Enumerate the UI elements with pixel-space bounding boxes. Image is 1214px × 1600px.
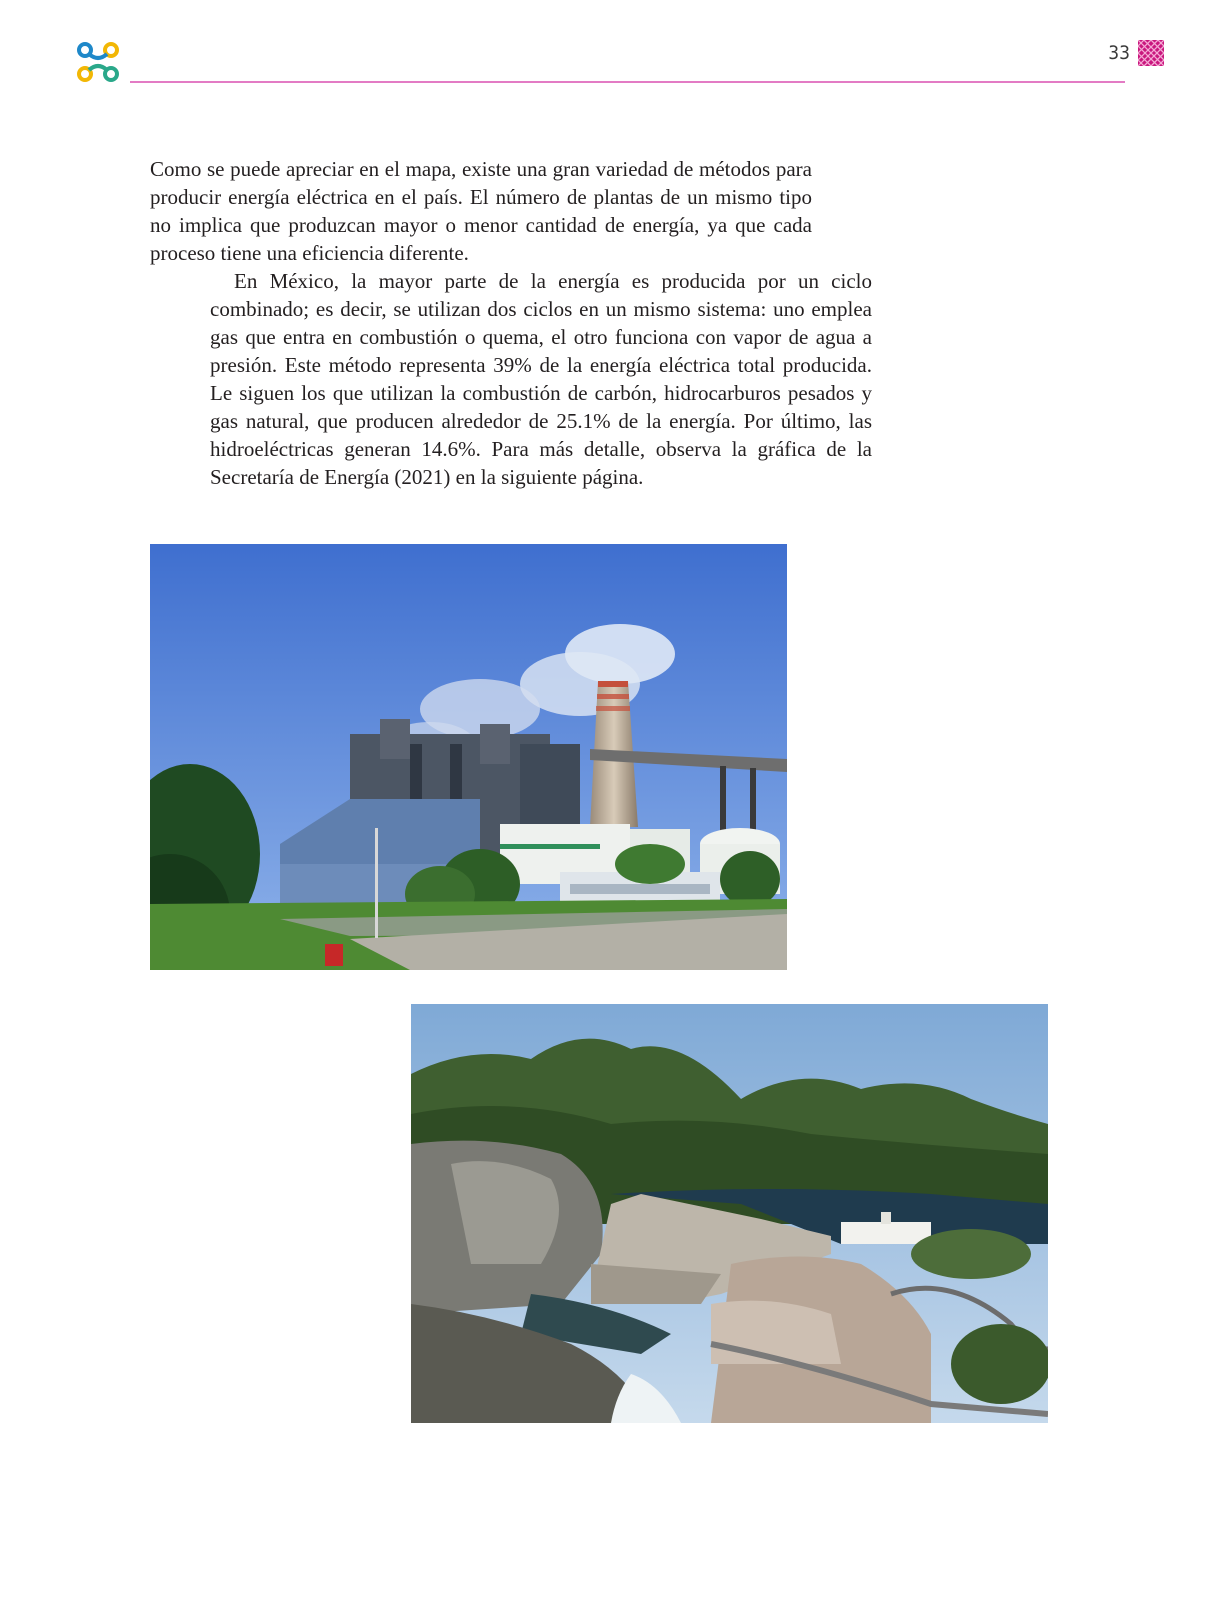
page-number: 33 <box>1108 42 1130 64</box>
pattern-icon <box>1138 40 1164 66</box>
connector-logo-icon <box>76 40 120 84</box>
power-plant-photo <box>150 544 787 970</box>
hydroelectric-dam-photo <box>411 1004 1048 1423</box>
intro-paragraph: Como se puede apreciar en el mapa, existe una gran variedad de métodos para producir energía eléctrica en el país. El número de plantas de un mismo tipo no implica que produzcan mayor o menor cantidad de energía, ya que cada proceso tiene una eficiencia diferente. <box>150 157 812 265</box>
header-rule <box>130 81 1125 83</box>
energy-paragraph: En México, la mayor parte de la energía es producida por un ciclo combinado; es decir, se utilizan dos ciclos en un mismo sistema: uno emplea gas que entra en combustión o quema, el otro funciona con vapor de agua a presión. Este método representa 39% de la energía eléctrica total producida. Le siguen los que utilizan la combustión de carbón, hidrocarburos pesados y gas natural, que producen alrededor de 25.1% de la energía. Por último, las hidroeléctricas generan 14.6%. Para más detalle, observa la gráfica de la Secretaría de Energía (2021) en la siguiente página. <box>210 269 872 489</box>
